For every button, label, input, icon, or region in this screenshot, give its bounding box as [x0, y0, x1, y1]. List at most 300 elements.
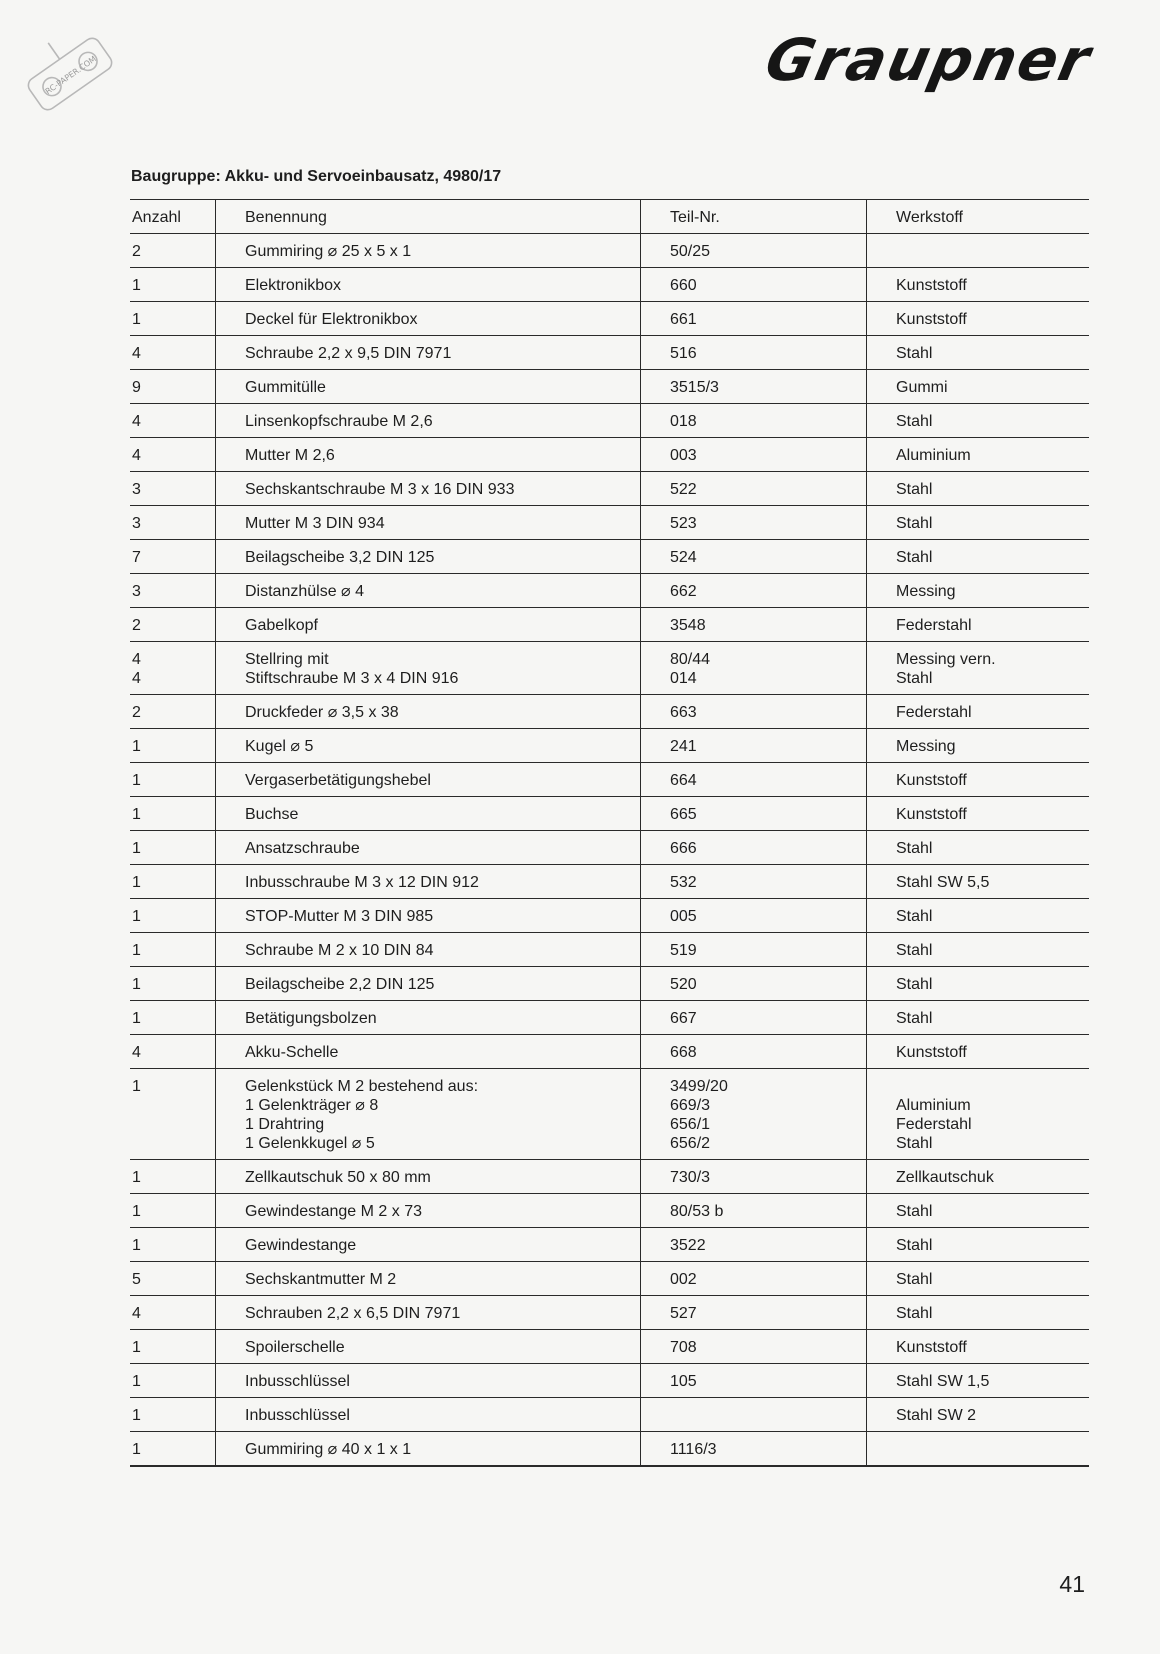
cell-werkstoff: [867, 1296, 1090, 1330]
table-row: [130, 1035, 1089, 1069]
cell-benennung: [216, 1194, 641, 1228]
cell-teil-nr: [641, 695, 867, 729]
cell-benennung-text: Elektronikbox: [245, 277, 342, 294]
table-row: [130, 234, 1089, 268]
cell-werkstoff-text: Stahl: [896, 515, 933, 532]
cell-teil-nr-text: 80/53 b: [670, 1203, 724, 1220]
cell-anzahl-text: 1: [132, 1203, 141, 1220]
cell-werkstoff: [867, 1035, 1090, 1069]
cell-anzahl: [130, 933, 216, 967]
table-row: [130, 1262, 1089, 1296]
table-row: [130, 695, 1089, 729]
cell-anzahl: [130, 540, 216, 574]
cell-benennung-text: Beilagscheibe 3,2 DIN 125: [245, 549, 435, 566]
cell-teil-nr: [641, 472, 867, 506]
watermark-stamp: [18, 22, 122, 126]
cell-benennung: [216, 472, 641, 506]
cell-teil-nr-text: 524: [670, 549, 697, 566]
cell-benennung-text: Linsenkopfschraube M 2,6: [245, 413, 433, 430]
table-row: [130, 1160, 1089, 1194]
cell-teil-nr: [641, 1398, 867, 1432]
cell-werkstoff: [867, 302, 1090, 336]
cell-benennung: [216, 1262, 641, 1296]
table-row: [130, 1069, 1089, 1160]
cell-anzahl: [130, 438, 216, 472]
cell-werkstoff-text: Stahl: [896, 976, 933, 993]
cell-anzahl: [130, 506, 216, 540]
cell-benennung: [216, 1432, 641, 1467]
cell-benennung-text: Inbusschraube M 3 x 12 DIN 912: [245, 874, 479, 891]
cell-anzahl-text: 1: [132, 942, 141, 959]
cell-benennung-text: Gummitülle: [245, 379, 326, 396]
cell-werkstoff-text: Kunststoff: [896, 1044, 967, 1061]
cell-werkstoff-text: Kunststoff: [896, 772, 967, 789]
cell-werkstoff-text: Federstahl: [896, 1116, 972, 1133]
cell-anzahl: [130, 1001, 216, 1035]
cell-anzahl: [130, 1069, 216, 1160]
cell-werkstoff-text: [896, 1440, 1089, 1459]
header-benennung: Benennung: [216, 200, 641, 234]
cell-teil-nr-text: 018: [670, 413, 697, 430]
cell-teil-nr-text: 3548: [670, 617, 706, 634]
cell-teil-nr-text: 656/2: [670, 1135, 711, 1152]
cell-anzahl: [130, 763, 216, 797]
cell-werkstoff-text: Stahl: [896, 549, 933, 566]
cell-teil-nr-text: 014: [670, 670, 697, 687]
cell-benennung-text: 1 Drahtring: [245, 1116, 325, 1133]
cell-teil-nr: [641, 404, 867, 438]
cell-anzahl: [130, 574, 216, 608]
cell-teil-nr-text: 660: [670, 277, 697, 294]
cell-teil-nr: [641, 1194, 867, 1228]
cell-teil-nr-text: 665: [670, 806, 697, 823]
cell-teil-nr: [641, 234, 867, 268]
header-werkstoff: Werkstoff: [867, 200, 1090, 234]
cell-teil-nr-text: 522: [670, 481, 697, 498]
parts-table-body: [130, 234, 1089, 1467]
cell-teil-nr-text: 520: [670, 976, 697, 993]
cell-werkstoff-text: Kunststoff: [896, 277, 967, 294]
cell-benennung: [216, 797, 641, 831]
cell-anzahl-text: 1: [132, 738, 141, 755]
cell-teil-nr: [641, 574, 867, 608]
cell-werkstoff-text: [896, 242, 1089, 261]
cell-teil-nr-text: 50/25: [670, 243, 711, 260]
table-row: [130, 865, 1089, 899]
cell-benennung: [216, 1330, 641, 1364]
cell-benennung-text: Spoilerschelle: [245, 1339, 345, 1356]
cell-teil-nr-text: [670, 1406, 866, 1425]
table-row: [130, 642, 1089, 695]
cell-benennung-text: Gewindestange M 2 x 73: [245, 1203, 422, 1220]
cell-werkstoff: [867, 695, 1090, 729]
cell-benennung: [216, 865, 641, 899]
cell-teil-nr-text: 661: [670, 311, 697, 328]
table-row: [130, 1228, 1089, 1262]
cell-anzahl-text: 2: [132, 243, 141, 260]
cell-anzahl-text: 1: [132, 277, 141, 294]
cell-teil-nr: [641, 608, 867, 642]
cell-werkstoff-text: Stahl: [896, 840, 933, 857]
cell-werkstoff-text: Stahl: [896, 908, 933, 925]
cell-anzahl: [130, 370, 216, 404]
cell-teil-nr-text: 005: [670, 908, 697, 925]
cell-benennung-text: Kugel ⌀ 5: [245, 738, 314, 755]
cell-werkstoff: [867, 404, 1090, 438]
cell-anzahl: [130, 404, 216, 438]
cell-benennung: [216, 831, 641, 865]
table-row: [130, 608, 1089, 642]
cell-anzahl-text: 4: [132, 345, 141, 362]
cell-werkstoff: [867, 1160, 1090, 1194]
cell-teil-nr-text: 003: [670, 447, 697, 464]
cell-anzahl: [130, 865, 216, 899]
cell-teil-nr: [641, 336, 867, 370]
cell-werkstoff: [867, 1262, 1090, 1296]
cell-teil-nr-text: 656/1: [670, 1116, 711, 1133]
cell-werkstoff: [867, 506, 1090, 540]
table-row: [130, 1432, 1089, 1467]
cell-benennung-text: Deckel für Elektronikbox: [245, 311, 418, 328]
cell-werkstoff-text: Stahl SW 1,5: [896, 1373, 990, 1390]
cell-teil-nr: [641, 763, 867, 797]
cell-teil-nr: [641, 1432, 867, 1467]
cell-werkstoff-text: Messing: [896, 583, 956, 600]
cell-teil-nr-text: 002: [670, 1271, 697, 1288]
cell-werkstoff-text: Kunststoff: [896, 806, 967, 823]
cell-anzahl: [130, 336, 216, 370]
cell-anzahl: [130, 302, 216, 336]
cell-teil-nr: [641, 268, 867, 302]
cell-werkstoff: [867, 234, 1090, 268]
cell-benennung-text: Gummiring ⌀ 25 x 5 x 1: [245, 243, 412, 260]
cell-teil-nr: [641, 899, 867, 933]
cell-anzahl-text: 1: [132, 1169, 141, 1186]
cell-benennung: [216, 438, 641, 472]
cell-teil-nr: [641, 967, 867, 1001]
cell-anzahl-text: 1: [132, 1441, 141, 1458]
cell-werkstoff: [867, 1001, 1090, 1035]
table-row: [130, 831, 1089, 865]
table-row: [130, 933, 1089, 967]
cell-benennung: [216, 763, 641, 797]
cell-werkstoff-text: Stahl: [896, 413, 933, 430]
cell-werkstoff-text: Zellkautschuk: [896, 1169, 994, 1186]
table-row: [130, 336, 1089, 370]
cell-teil-nr: [641, 1330, 867, 1364]
cell-anzahl: [130, 695, 216, 729]
table-row: [130, 1330, 1089, 1364]
cell-anzahl-text: 1: [132, 806, 141, 823]
cell-werkstoff-text: Stahl SW 5,5: [896, 874, 990, 891]
table-header-row: [130, 200, 1089, 234]
cell-teil-nr: [641, 865, 867, 899]
table-row: [130, 729, 1089, 763]
cell-anzahl-text: 1: [132, 1373, 141, 1390]
cell-benennung: [216, 404, 641, 438]
watermark-text: RC-PAPER.COM: [43, 54, 98, 97]
cell-anzahl: [130, 1262, 216, 1296]
cell-teil-nr: [641, 831, 867, 865]
cell-benennung-text: Stellring mit: [245, 651, 329, 668]
cell-benennung: [216, 933, 641, 967]
cell-werkstoff: [867, 1194, 1090, 1228]
cell-teil-nr: [641, 1069, 867, 1160]
cell-werkstoff-text: Federstahl: [896, 617, 972, 634]
cell-anzahl: [130, 1364, 216, 1398]
cell-teil-nr-text: 1116/3: [670, 1441, 717, 1458]
cell-benennung: [216, 899, 641, 933]
cell-benennung: [216, 642, 641, 695]
cell-benennung-text: Ansatzschraube: [245, 840, 360, 857]
cell-anzahl-text: 1: [132, 840, 141, 857]
page-number: 41: [1059, 1571, 1085, 1597]
cell-teil-nr-text: 662: [670, 583, 697, 600]
cell-werkstoff: [867, 1069, 1090, 1160]
cell-anzahl-text: 4: [132, 447, 141, 464]
cell-anzahl-text: 4: [132, 413, 141, 430]
cell-benennung-text: 1 Gelenkkugel ⌀ 5: [245, 1135, 375, 1152]
cell-werkstoff-text: Stahl: [896, 942, 933, 959]
cell-teil-nr-text: 730/3: [670, 1169, 711, 1186]
cell-werkstoff: [867, 336, 1090, 370]
cell-anzahl: [130, 967, 216, 1001]
cell-teil-nr: [641, 1228, 867, 1262]
cell-anzahl-text: 9: [132, 379, 141, 396]
cell-benennung: [216, 967, 641, 1001]
cell-anzahl-text: 1: [132, 874, 141, 891]
cell-werkstoff-text: Gummi: [896, 379, 948, 396]
cell-werkstoff: [867, 899, 1090, 933]
cell-benennung-text: Sechskantschraube M 3 x 16 DIN 933: [245, 481, 515, 498]
cell-teil-nr: [641, 438, 867, 472]
table-row: [130, 370, 1089, 404]
cell-werkstoff-text: Stahl: [896, 345, 933, 362]
cell-werkstoff: [867, 865, 1090, 899]
cell-werkstoff: [867, 438, 1090, 472]
cell-benennung: [216, 540, 641, 574]
table-row: [130, 899, 1089, 933]
cell-werkstoff-text: Stahl: [896, 670, 933, 687]
cell-teil-nr: [641, 302, 867, 336]
cell-benennung-text: Betätigungsbolzen: [245, 1010, 377, 1027]
cell-benennung-text: Gewindestange: [245, 1237, 357, 1254]
cell-werkstoff: [867, 729, 1090, 763]
cell-anzahl: [130, 608, 216, 642]
table-row: [130, 438, 1089, 472]
cell-werkstoff: [867, 967, 1090, 1001]
cell-werkstoff: [867, 268, 1090, 302]
table-row: [130, 540, 1089, 574]
cell-benennung-text: Druckfeder ⌀ 3,5 x 38: [245, 704, 399, 721]
cell-teil-nr-text: 667: [670, 1010, 697, 1027]
cell-teil-nr-text: 3515/3: [670, 379, 719, 396]
cell-anzahl-text: 7: [132, 549, 141, 566]
table-row: [130, 967, 1089, 1001]
cell-anzahl-text: 3: [132, 515, 141, 532]
cell-werkstoff-text: Stahl: [896, 481, 933, 498]
cell-benennung: [216, 1160, 641, 1194]
cell-werkstoff-text: Stahl: [896, 1135, 933, 1152]
cell-benennung: [216, 574, 641, 608]
cell-benennung: [216, 370, 641, 404]
cell-anzahl-text: 1: [132, 311, 141, 328]
cell-benennung-text: Stiftschraube M 3 x 4 DIN 916: [245, 670, 459, 687]
cell-werkstoff-text: Kunststoff: [896, 1339, 967, 1356]
table-row: [130, 797, 1089, 831]
cell-anzahl-text: 1: [132, 1407, 141, 1424]
brand-logo: Graupner: [759, 26, 1098, 94]
cell-teil-nr: [641, 1001, 867, 1035]
cell-anzahl-text: 1: [132, 1010, 141, 1027]
table-row: [130, 1194, 1089, 1228]
cell-benennung: [216, 268, 641, 302]
cell-teil-nr: [641, 729, 867, 763]
cell-benennung: [216, 506, 641, 540]
cell-werkstoff: [867, 1228, 1090, 1262]
cell-werkstoff-text: [896, 1077, 1089, 1096]
cell-werkstoff-text: Federstahl: [896, 704, 972, 721]
cell-teil-nr-text: 708: [670, 1339, 697, 1356]
cell-werkstoff-text: Stahl: [896, 1271, 933, 1288]
cell-werkstoff: [867, 763, 1090, 797]
cell-werkstoff-text: Stahl: [896, 1305, 933, 1322]
cell-teil-nr-text: 3522: [670, 1237, 706, 1254]
cell-anzahl-text: 1: [132, 976, 141, 993]
cell-benennung: [216, 729, 641, 763]
cell-teil-nr: [641, 370, 867, 404]
cell-anzahl-text: 4: [132, 1305, 141, 1322]
cell-werkstoff: [867, 540, 1090, 574]
cell-anzahl: [130, 831, 216, 865]
cell-anzahl-text: 4: [132, 651, 141, 668]
cell-teil-nr: [641, 1160, 867, 1194]
cell-anzahl-text: 2: [132, 704, 141, 721]
group-title: Baugruppe: Akku- und Servoeinbausatz, 4980/17: [131, 168, 502, 185]
cell-teil-nr: [641, 933, 867, 967]
cell-anzahl: [130, 899, 216, 933]
cell-werkstoff-text: Aluminium: [896, 447, 971, 464]
cell-anzahl-text: 3: [132, 481, 141, 498]
cell-anzahl: [130, 642, 216, 695]
cell-benennung: [216, 1296, 641, 1330]
cell-benennung-text: Gummiring ⌀ 40 x 1 x 1: [245, 1441, 412, 1458]
table-row: [130, 1296, 1089, 1330]
cell-benennung: [216, 695, 641, 729]
cell-benennung-text: Gelenkstück M 2 bestehend aus:: [245, 1078, 479, 1095]
cell-anzahl: [130, 1330, 216, 1364]
cell-benennung: [216, 608, 641, 642]
cell-teil-nr-text: 241: [670, 738, 697, 755]
cell-teil-nr-text: 663: [670, 704, 697, 721]
cell-benennung: [216, 302, 641, 336]
cell-teil-nr: [641, 797, 867, 831]
cell-benennung-text: Mutter M 3 DIN 934: [245, 515, 385, 532]
parts-table: [130, 199, 1089, 1467]
cell-benennung-text: Distanzhülse ⌀ 4: [245, 583, 365, 600]
cell-werkstoff: [867, 472, 1090, 506]
table-row: [130, 472, 1089, 506]
cell-teil-nr-text: 666: [670, 840, 697, 857]
cell-werkstoff-text: Kunststoff: [896, 311, 967, 328]
cell-anzahl: [130, 797, 216, 831]
cell-anzahl: [130, 1194, 216, 1228]
table-row: [130, 574, 1089, 608]
cell-werkstoff: [867, 797, 1090, 831]
cell-anzahl: [130, 729, 216, 763]
header-anzahl: Anzahl: [130, 200, 216, 234]
cell-werkstoff: [867, 608, 1090, 642]
cell-teil-nr-text: 668: [670, 1044, 697, 1061]
cell-anzahl: [130, 1398, 216, 1432]
cell-anzahl-text: 2: [132, 617, 141, 634]
cell-werkstoff-text: Stahl: [896, 1203, 933, 1220]
cell-teil-nr: [641, 1296, 867, 1330]
cell-werkstoff: [867, 574, 1090, 608]
cell-teil-nr-text: 80/44: [670, 651, 711, 668]
cell-teil-nr-text: 664: [670, 772, 697, 789]
cell-anzahl-text: 3: [132, 583, 141, 600]
cell-anzahl: [130, 1035, 216, 1069]
table-row: [130, 404, 1089, 438]
cell-anzahl-text: 1: [132, 1078, 141, 1095]
cell-anzahl-text: 1: [132, 772, 141, 789]
cell-teil-nr-text: 105: [670, 1373, 697, 1390]
cell-benennung-text: Beilagscheibe 2,2 DIN 125: [245, 976, 435, 993]
cell-benennung: [216, 1228, 641, 1262]
cell-benennung: [216, 336, 641, 370]
cell-benennung: [216, 1035, 641, 1069]
cell-anzahl: [130, 1432, 216, 1467]
cell-anzahl-text: 1: [132, 1237, 141, 1254]
table-row: [130, 268, 1089, 302]
cell-werkstoff-text: Stahl: [896, 1010, 933, 1027]
cell-anzahl: [130, 1228, 216, 1262]
cell-teil-nr: [641, 1035, 867, 1069]
cell-teil-nr: [641, 1262, 867, 1296]
cell-werkstoff: [867, 370, 1090, 404]
cell-werkstoff: [867, 642, 1090, 695]
cell-benennung-text: Mutter M 2,6: [245, 447, 335, 464]
cell-benennung: [216, 1398, 641, 1432]
table-row: [130, 302, 1089, 336]
cell-anzahl-text: 5: [132, 1271, 141, 1288]
cell-werkstoff: [867, 1432, 1090, 1467]
cell-werkstoff-text: Messing vern.: [896, 651, 996, 668]
cell-anzahl-text: 4: [132, 1044, 141, 1061]
cell-werkstoff: [867, 831, 1090, 865]
cell-benennung-text: STOP-Mutter M 3 DIN 985: [245, 908, 434, 925]
cell-teil-nr-text: 669/3: [670, 1097, 711, 1114]
cell-benennung-text: Sechskantmutter M 2: [245, 1271, 397, 1288]
cell-werkstoff: [867, 1364, 1090, 1398]
cell-werkstoff-text: Stahl: [896, 1237, 933, 1254]
cell-werkstoff: [867, 1398, 1090, 1432]
cell-werkstoff-text: Aluminium: [896, 1097, 971, 1114]
cell-anzahl-text: 1: [132, 1339, 141, 1356]
cell-benennung: [216, 1069, 641, 1160]
cell-benennung-text: Schrauben 2,2 x 6,5 DIN 7971: [245, 1305, 461, 1322]
cell-anzahl: [130, 1296, 216, 1330]
table-row: [130, 1398, 1089, 1432]
cell-teil-nr-text: 523: [670, 515, 697, 532]
cell-anzahl-text: 4: [132, 670, 141, 687]
cell-werkstoff-text: Messing: [896, 738, 956, 755]
cell-benennung-text: Zellkautschuk 50 x 80 mm: [245, 1169, 431, 1186]
cell-benennung-text: 1 Gelenkträger ⌀ 8: [245, 1097, 379, 1114]
cell-teil-nr-text: 516: [670, 345, 697, 362]
cell-anzahl: [130, 1160, 216, 1194]
